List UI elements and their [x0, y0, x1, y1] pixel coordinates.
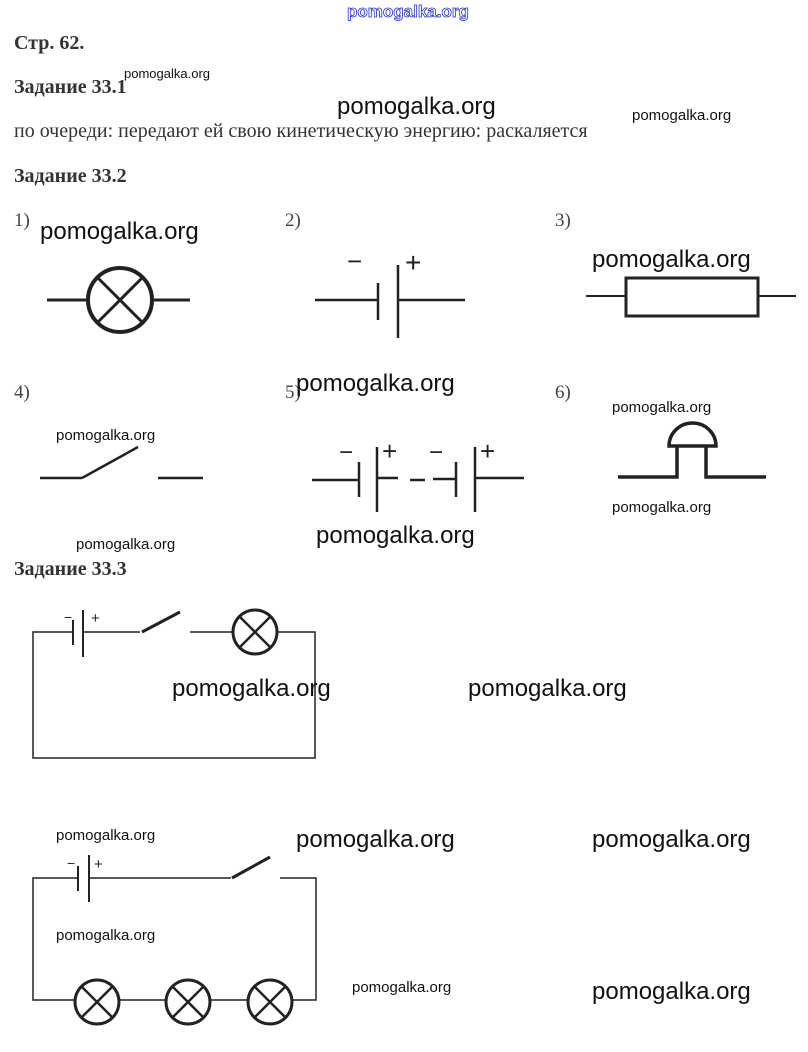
task-33-2-heading: Задание 33.2: [14, 165, 127, 187]
symbol-label-6: 6): [555, 382, 571, 403]
minus-sign: −: [429, 439, 444, 466]
watermark: pomogalka.org: [296, 370, 455, 397]
plus-sign: +: [382, 436, 398, 466]
task-33-1-heading: Задание 33.1: [14, 76, 127, 98]
header-watermark[interactable]: pomogalka.org: [347, 2, 469, 21]
wire: [618, 447, 677, 477]
lamp-symbol: [47, 268, 190, 332]
plus-sign: +: [91, 610, 100, 627]
switch-lever: [232, 857, 270, 878]
minus-sign: −: [67, 855, 76, 871]
task-33-3-heading: Задание 33.3: [14, 558, 127, 580]
watermark: pomogalka.org: [76, 536, 176, 553]
page-title: Стр. 62.: [14, 32, 85, 54]
resistor-symbol: [586, 278, 796, 316]
watermark: pomogalka.org: [352, 979, 452, 996]
watermark: pomogalka.org: [468, 675, 627, 702]
watermark: pomogalka.org: [592, 246, 751, 273]
watermark: pomogalka.org: [612, 399, 712, 416]
open-switch-symbol: [40, 447, 203, 478]
lamp-2: [166, 980, 210, 1024]
minus-sign: −: [64, 609, 73, 625]
bell-symbol: [618, 423, 766, 477]
lamp-1: [75, 980, 119, 1024]
watermark: pomogalka.org: [172, 675, 331, 702]
watermark: pomogalka.org: [40, 218, 199, 245]
battery-cell-symbol: [315, 246, 465, 338]
watermark: pomogalka.org: [124, 66, 210, 81]
symbol-label-5: 5): [285, 382, 301, 403]
watermark: pomogalka.org: [56, 927, 156, 944]
resistor-body: [626, 278, 758, 316]
task-33-1-answer: по очереди: передают ей свою кинетическую энергию: раскаляется: [14, 120, 588, 142]
symbol-label-4: 4): [14, 382, 30, 403]
wire: [280, 878, 316, 1000]
switch-lever: [142, 612, 180, 632]
battery-symbol: [312, 436, 524, 512]
switch-lever: [82, 447, 138, 478]
lamp-3: [248, 980, 292, 1024]
minus-sign: −: [347, 246, 363, 276]
plus-sign: +: [480, 436, 496, 466]
watermark: pomogalka.org: [592, 978, 751, 1005]
watermark: pomogalka.org: [337, 93, 496, 120]
plus-sign: +: [94, 856, 103, 873]
watermark: pomogalka.org: [56, 427, 156, 444]
wire: [706, 447, 766, 477]
watermark: pomogalka.org: [296, 826, 455, 853]
watermark: pomogalka.org: [316, 522, 475, 549]
symbol-label-3: 3): [555, 210, 571, 231]
symbol-label-2: 2): [285, 210, 301, 231]
plus-sign: +: [405, 247, 422, 278]
watermark: pomogalka.org: [56, 827, 156, 844]
watermark: pomogalka.org: [632, 107, 732, 124]
bell-dome: [669, 423, 716, 446]
watermark: pomogalka.org: [612, 499, 712, 516]
minus-sign: −: [339, 439, 354, 466]
watermark: pomogalka.org: [592, 826, 751, 853]
symbol-label-1: 1): [14, 210, 30, 231]
